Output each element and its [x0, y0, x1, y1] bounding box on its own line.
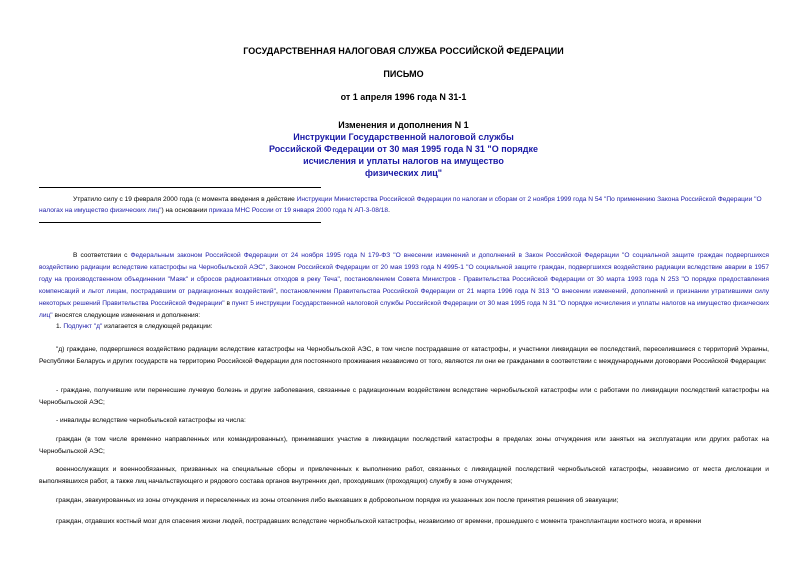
order-link[interactable]: приказа МНС России от 19 января 2000 года N АП-3-08/18	[208, 207, 389, 214]
amendment-title-link-line[interactable]: Российской Федерации от 30 мая 1995 года N 31 "О порядке	[269, 144, 538, 154]
law-4995-link[interactable]: Законом Российской Федерации от 20 мая 1993 года N 4995-1 "О социальной защите граждан, подвергшихся воздействию радиации вследствие аварии в 1957 году на производственном объединении "Маяк" и сбросов радиоактивных отходов в реку Теча"	[39, 264, 769, 283]
paragraph-military	[39, 464, 769, 488]
paragraph-bone-marrow	[39, 516, 769, 528]
intro-text: в	[224, 300, 232, 307]
paragraph-text: граждан (в том числе временно направленных или командированных), принимавших участие в ликвидации последствий катастрофы в пределах зоны отчуждения или занятых на эксплуатации или других работах на Чернобыльской АЭС;	[39, 436, 769, 455]
paragraph-d	[39, 344, 769, 368]
paragraph-radiation-illness	[39, 385, 769, 409]
item-1-text: излагается в следующей редакции:	[102, 323, 213, 330]
document-type: ПИСЬМО	[383, 69, 424, 79]
item-1	[39, 321, 769, 333]
validity-note	[39, 194, 771, 216]
document-date-number: от 1 апреля 1996 года N 31-1	[340, 92, 467, 102]
paragraph-evacuated	[39, 495, 769, 507]
federal-law-link[interactable]: Федеральным законом Российской Федерации от 24 ноября 1995 года N 179-ФЗ "О внесении изменений и дополнений в Закон Российской Федерации "О социальной защите граждан подвергшихся воздействию радиации вследствие катастрофы на Чернобыльской АЭС"	[39, 252, 769, 271]
amendment-title-link-line[interactable]: исчисления и уплаты налогов на имущество	[303, 156, 504, 166]
amendment-title-line: Изменения и дополнения N 1	[338, 120, 469, 130]
instruction-link[interactable]: Инструкции Министерства Российской Федерации по налогам и сборам от 2 ноября 1999 года N 54 "По применению Закона Российской Федерации "О налогах на имущество физических лиц"	[39, 196, 762, 214]
paragraph-text: граждан, эвакуированных из зоны отчуждения и переселенных из зоны отселения либо выехавших в добровольном порядке из указанных зон после принятия решения об эвакуации;	[56, 497, 619, 504]
note-bottom-divider	[39, 222, 321, 223]
intro-text: ,	[339, 276, 345, 283]
note-text: .	[388, 207, 390, 214]
intro-text: В соответствии с	[73, 252, 131, 259]
note-text: ) на основании	[161, 207, 209, 214]
paragraph-disabled	[39, 415, 769, 427]
amendment-title	[0, 119, 807, 179]
note-top-divider	[39, 187, 321, 188]
paragraph-text: - граждане, получившие или перенесшие лучевую болезнь и другие заболевания, связанные с радиационным воздействием вследствие чернобыльской катастрофы или с работами по ликвидации последствий катастрофы на Чернобыльской АЭС;	[39, 387, 769, 406]
item-1-number: 1.	[56, 323, 64, 330]
paragraph-text: военнослужащих и военнообязанных, призванных на специальные сборы и привлеченных к выполнению работ, связанных с ликвидацией последствий чернобыльской катастрофы, независимо от места дислокации и выполнявшихся работ, а также лиц начальствующего и рядового состава органов внутренних дел, проходивших (проходящих) службу в зоне отчуждения;	[39, 466, 769, 485]
paragraph-liquidators	[39, 434, 769, 458]
intro-paragraph	[39, 250, 769, 322]
intro-text: ,	[265, 264, 270, 271]
intro-text: вносятся следующие изменения и дополнения:	[52, 312, 201, 319]
note-text: Утратило силу с 19 февраля 2000 года (с момента введения в действие	[73, 196, 297, 203]
paragraph-text: - инвалиды вследствие чернобыльской катастрофы из числа:	[56, 417, 246, 424]
resolution-313-link[interactable]: постановлением Правительства Российской Федерации от 21 марта 1996 года N 313 "О внесении изменений, дополнений и признании утратившими силу некоторых решений Правительства Российской Федерации"	[39, 288, 769, 307]
subparagraph-d-link[interactable]: Подпункт "д"	[63, 323, 103, 330]
instruction-item5-link[interactable]: пункт 5 инструкции Государственной налоговой службы Российской Федерации от 30 мая 1995 года N 31 "О порядке исчисления и уплаты налогов на имущество физических лиц"	[39, 300, 769, 319]
intro-text: ,	[275, 288, 281, 295]
amendment-title-link-line[interactable]: Инструкции Государственной налоговой службы	[293, 132, 514, 142]
issuing-authority: ГОСУДАРСТВЕННАЯ НАЛОГОВАЯ СЛУЖБА РОССИЙСКОЙ ФЕДЕРАЦИИ	[243, 46, 564, 56]
resolution-253-link[interactable]: постановлением Совета Министров - Правительства Российской Федерации от 30 марта 1993 года N 253 "О порядке предоставления компенсаций и льгот лицам, пострадавшим от радиационных воздействий"	[39, 276, 769, 295]
paragraph-text: "д) граждане, подвергшиеся воздействию радиации вследствие катастрофы на Чернобыльской АЭС, в том числе пострадавшие от катастрофы, и участники ликвидации ее последствий, переселившиеся с территорий Украины, Республики Беларусь и других государств на территорию Российской Федерации для постоянного проживания независимо от того, являются ли они ее гражданами в соответствии с международными договорами Российской Федерации:	[39, 346, 769, 365]
amendment-title-link-line[interactable]: физических лиц"	[364, 168, 443, 178]
paragraph-text: граждан, отдавших костный мозг для спасения жизни людей, пострадавших вследствие чернобыльской катастрофы, независимо от времени, прошедшего с момента трансплантации костного мозга, и времени	[56, 518, 702, 525]
